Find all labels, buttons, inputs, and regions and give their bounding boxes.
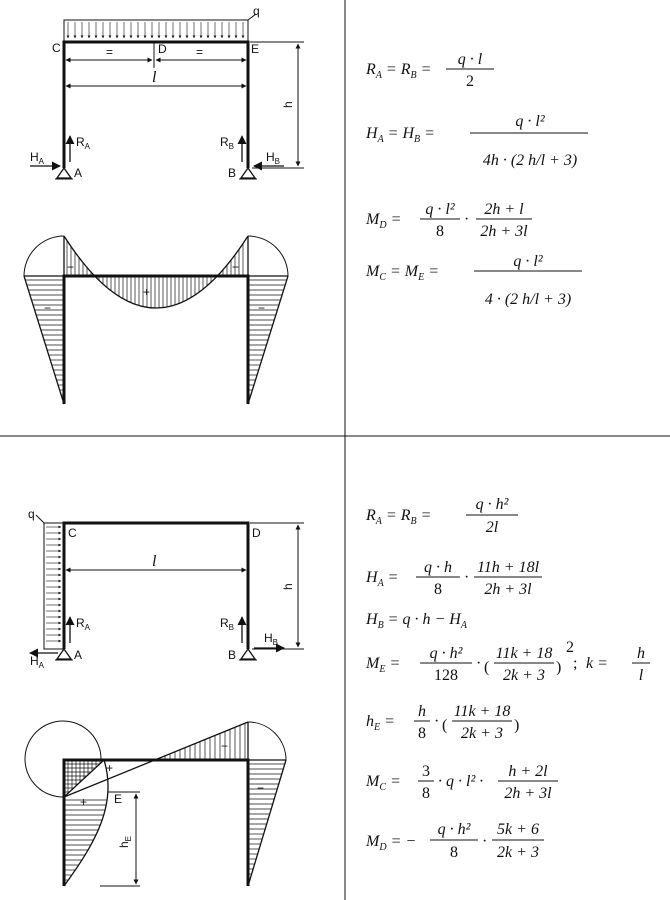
case1-point-B: B [228,166,237,180]
case2-load-arrows [46,527,61,641]
case2-frame [64,523,248,649]
svg-text:h: h [637,645,645,662]
case1-load-arrows [68,22,243,38]
case1-moment-frame [64,276,248,404]
case1-sign-left-corner: − [67,260,75,274]
case1-point-D: D [158,42,167,56]
svg-text:2h + 3l: 2h + 3l [504,785,552,802]
svg-text:·: · [482,833,488,850]
case1-formula-HA-HB [365,113,588,169]
case2-formula-hE [366,703,519,742]
svg-text:128: 128 [434,667,458,684]
case2-RB: $R_B$ [220,616,235,632]
svg-text:RA = RB =: $R_A = R_B$ = [366,61,432,81]
case1-support-B [241,168,255,178]
case2-load-label: q [28,507,35,521]
case2-moment-frame [64,760,248,886]
case1-height-label: h [281,101,295,108]
case2-point-C: C [68,526,77,540]
case1-span-label: l [152,69,157,86]
case1-point-E: E [251,42,260,56]
case1-formula-RA-RB [365,51,494,90]
case1-moment-curve [64,236,248,308]
svg-text:2k + 3: 2k + 3 [503,667,545,684]
case1-load-label: q [253,4,260,18]
case1-moment-diagram [24,236,288,404]
case2-support-B [241,649,255,659]
svg-text:·: · [476,655,482,672]
svg-text:RA = RB =: $R_A = R_B$ = [366,507,432,527]
case2-formula-RA-RB [365,496,518,536]
case1-equal-right: = [196,45,204,59]
case2-span-label: l [152,553,157,570]
svg-text:·: · [464,211,470,228]
svg-text:MD =: $M_D$ = [366,211,402,231]
svg-text:4 · (2 h/l + 3): 4 · (2 h/l + 3) [484,291,572,308]
case2-moment-diagram [25,721,286,886]
svg-text:ME =: $M_E$ = [366,655,401,675]
case1-formulas [365,51,588,308]
svg-text:11k + 18: 11k + 18 [453,703,511,720]
svg-text:2: 2 [566,639,574,656]
case1-sign-left-col: − [44,301,52,315]
svg-text:2h + 3l: 2h + 3l [484,581,532,598]
svg-text:2k + 3: 2k + 3 [461,725,503,742]
svg-text:HA = HB =: $H_A = H_B$ = [366,125,435,145]
case2-formula-HB [365,611,468,631]
svg-text:hE =: $h_E$ = [366,713,395,733]
svg-text:h: h [418,703,426,720]
case2-formula-MD [365,821,544,861]
svg-text:11h + 18l: 11h + 18l [476,559,540,576]
svg-text:h + 2l: h + 2l [508,763,548,780]
case1-RB: $R_B$ [220,135,235,151]
svg-text:MD = −: $M_D$ = − [366,833,417,853]
case1-point-C: C [52,41,61,55]
case2-formula-ME [365,639,650,684]
case2-formula-HA [365,559,542,598]
case1-frame [64,42,248,168]
case2-sign-col-left: + [80,795,88,809]
svg-text:2h + l: 2h + l [484,201,524,218]
svg-text:l: l [638,667,644,684]
case2-formulas [365,496,650,861]
svg-text:2: 2 [466,73,474,90]
case2-support-A [57,649,71,659]
case1-HB: $H_B$ [266,150,281,166]
case2-sign-right-beam: − [221,739,229,753]
svg-text:· q · l² ·: · q · l² · [438,773,484,790]
svg-text:k =: k = [586,655,608,672]
svg-text:·: · [434,713,440,730]
svg-text:8: 8 [436,223,444,240]
svg-text:8: 8 [422,785,430,802]
svg-text:2k + 3: 2k + 3 [497,844,539,861]
case2-formula-MC [365,763,558,802]
svg-text:3: 3 [422,763,430,780]
svg-text:q · l²: q · l² [515,113,545,130]
svg-text:q · h: q · h [424,559,452,576]
svg-text:11k + 18: 11k + 18 [495,645,553,662]
svg-text:(: ( [442,717,448,734]
svg-text:2l: 2l [485,519,499,536]
case2-point-B: B [228,648,237,662]
svg-text:·: · [464,569,470,586]
case2-height-label: h [281,583,295,590]
case2-column-curve [64,760,108,886]
svg-text:4h · (2 h/l + 3): 4h · (2 h/l + 3) [482,152,578,169]
case1-sign-right-corner: − [232,260,240,274]
case2-point-D: D [252,526,261,540]
svg-text:q · l²: q · l² [425,201,455,218]
svg-text:MC = ME =: $M_C = M_E$ = [366,263,440,283]
case2-load-diagram [28,507,304,670]
case2-sign-top-left: + [106,761,114,775]
case2-hE-label: $h_E$ [117,835,133,848]
svg-text:8: 8 [450,844,458,861]
case1-formula-MC-ME [365,253,582,308]
case2-load-band [44,523,64,649]
case2-HB: $H_B$ [264,631,279,647]
svg-text:8: 8 [418,725,426,742]
svg-text:q · l²: q · l² [513,253,543,270]
case2-point-E: E [114,792,123,806]
svg-text:): ) [556,659,562,676]
case1-load-band [64,20,248,42]
case1-equal-left: = [106,45,114,59]
case2-point-A: A [74,648,83,662]
svg-text:HA =: $H_A$ = [366,569,399,589]
case1-sign-mid: + [143,285,151,299]
case1-sign-right-col: − [258,301,266,315]
case1-support-A [57,168,71,178]
case1-RA: $R_A$ [76,135,91,151]
case1-point-A: A [74,166,83,180]
case1-formula-MD [365,201,532,240]
svg-text:q · h²: q · h² [437,821,471,838]
svg-text:): ) [514,717,520,734]
svg-text:MC =: $M_C$ = [366,773,401,793]
svg-text:;: ; [573,655,578,672]
case1-load-diagram [30,4,304,180]
case2-RA: $R_A$ [76,616,91,632]
case2-moment-hatching [64,723,285,880]
case2-HA: $H_A$ [30,654,45,670]
case1-HA: $H_A$ [30,150,45,166]
svg-text:q · l: q · l [457,51,483,68]
svg-text:(: ( [484,659,490,676]
svg-text:8: 8 [434,581,442,598]
svg-text:q · h²: q · h² [475,496,509,513]
svg-text:HB = q · h − HA: $H_B = q \cdot h - H_A$ [366,611,467,631]
svg-text:2h + 3l: 2h + 3l [480,223,528,240]
svg-text:5k + 6: 5k + 6 [497,821,539,838]
case2-sign-right-col: − [257,781,265,795]
svg-text:q · h²: q · h² [429,645,463,662]
